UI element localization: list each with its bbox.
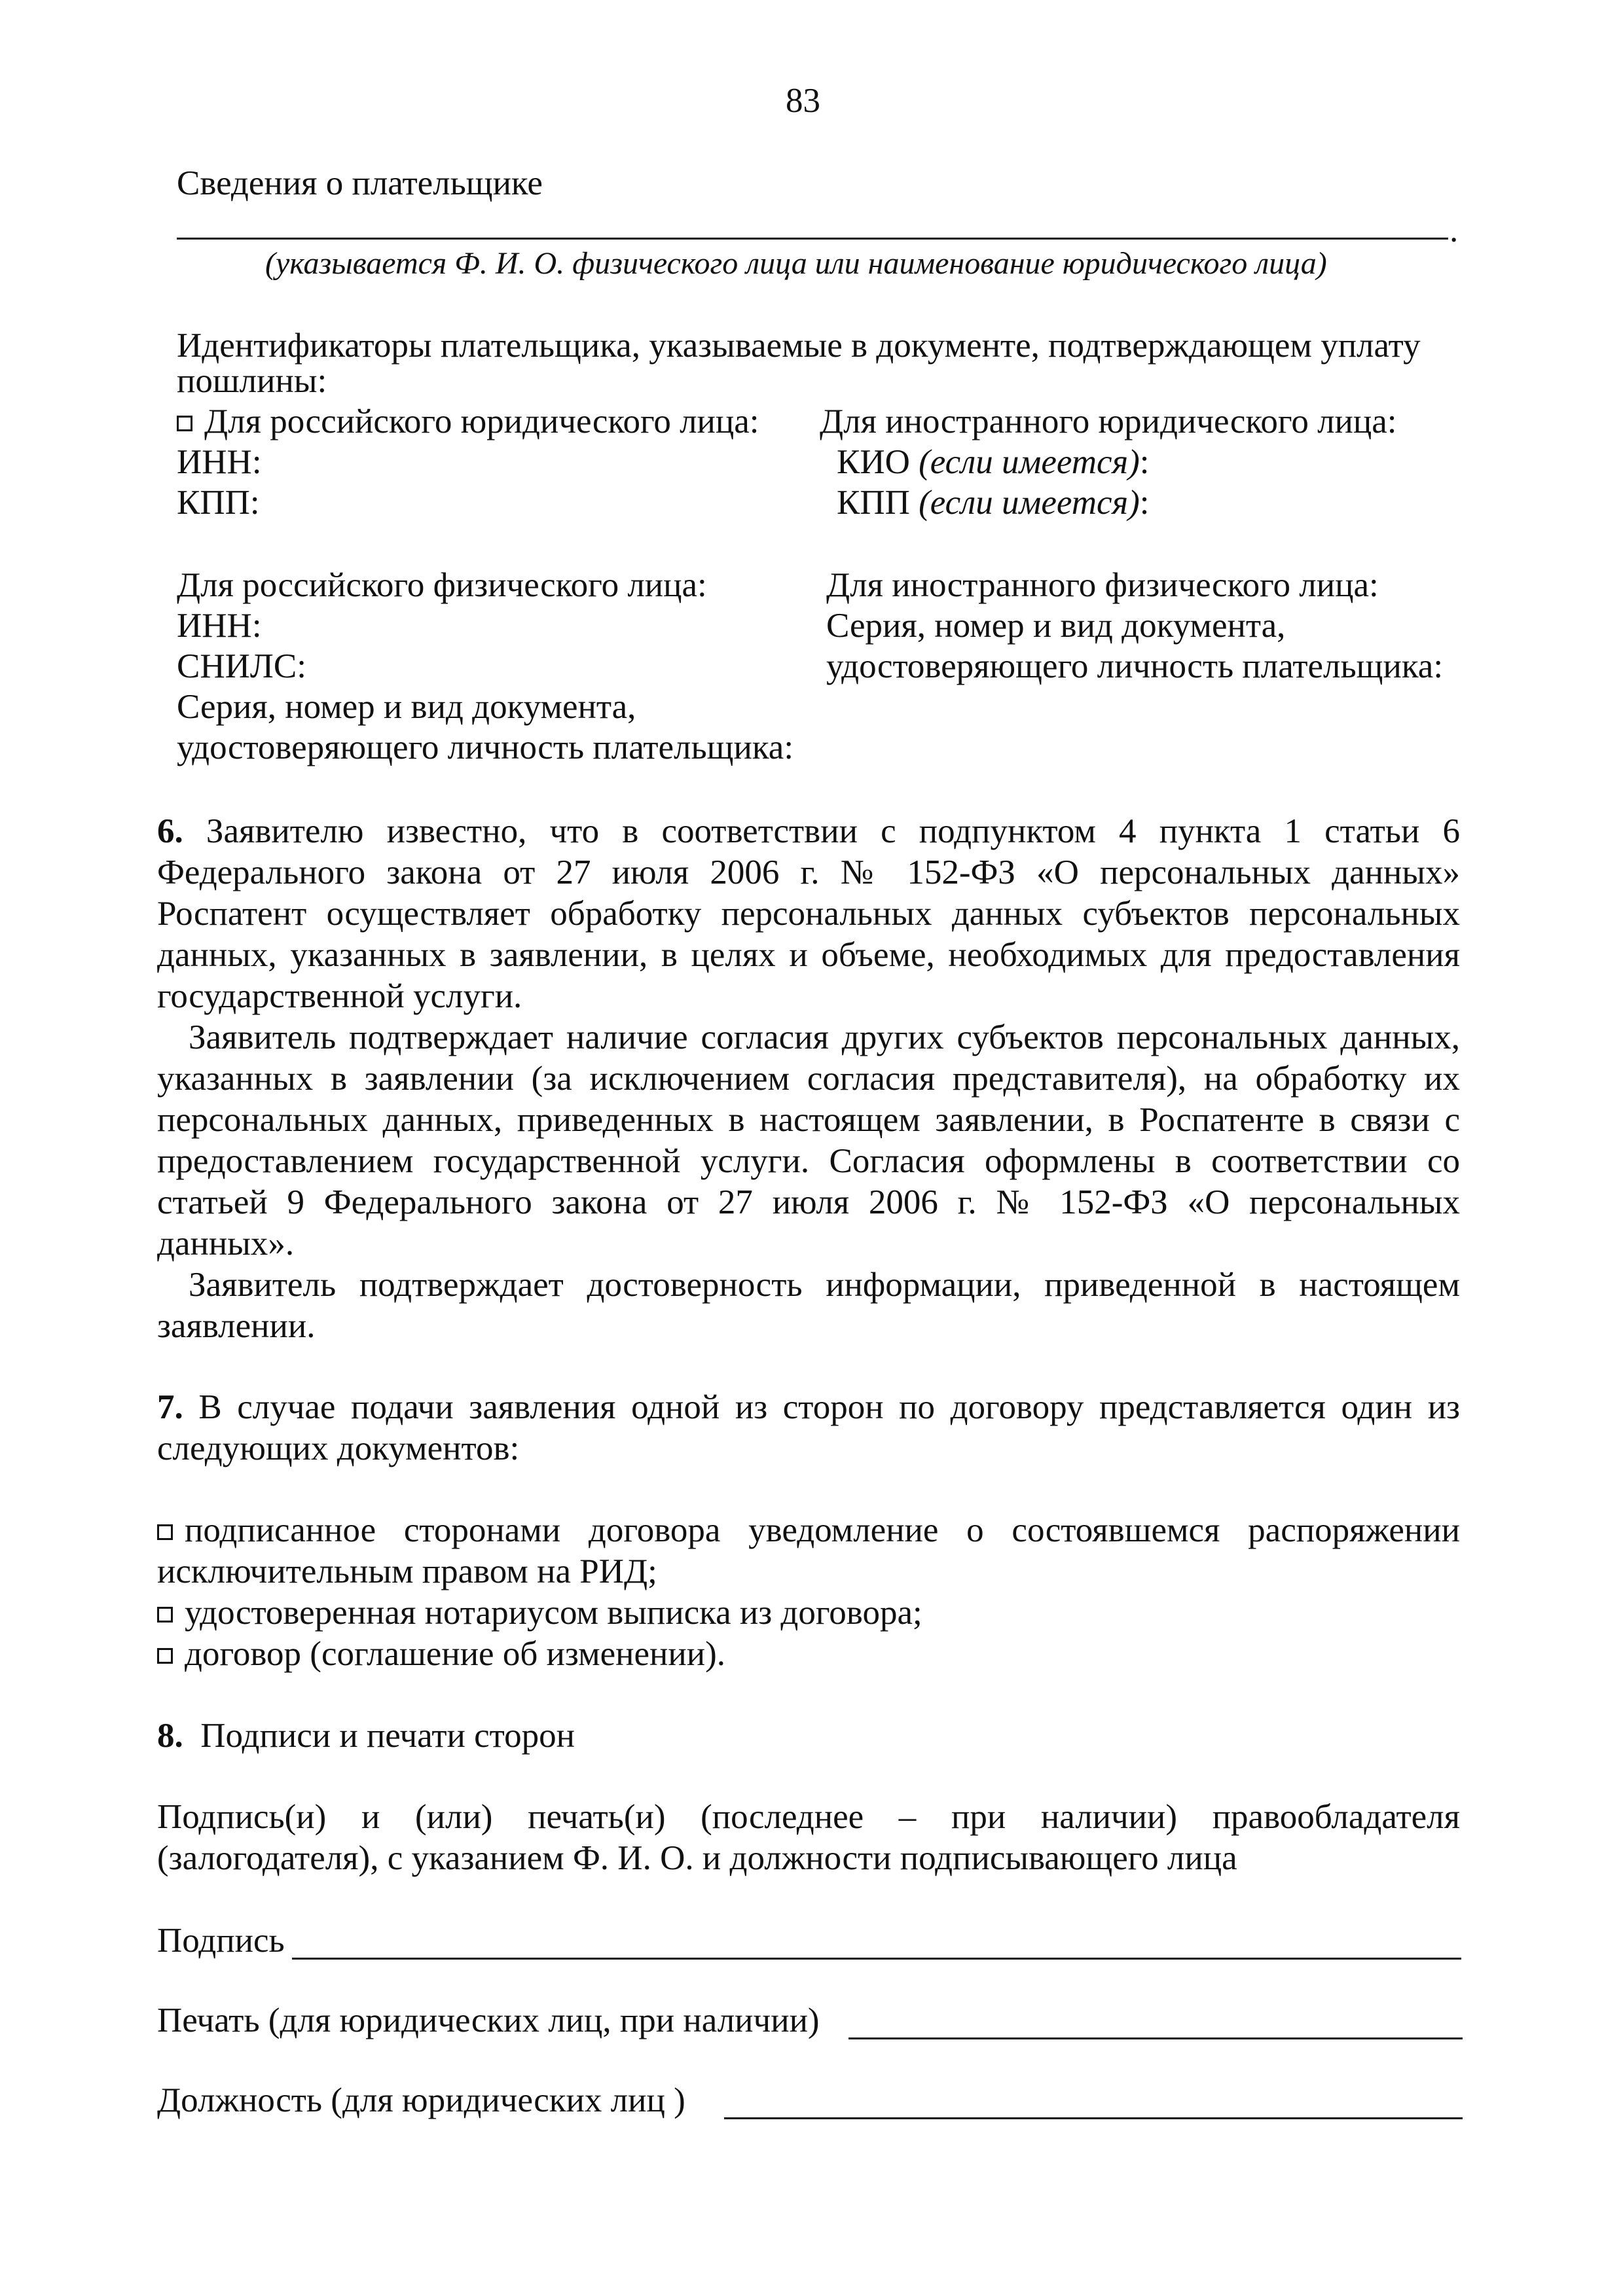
section7-option1-line2: исключительным правом на РИД; [157, 1552, 657, 1590]
ru-person-inn: ИНН: [177, 607, 262, 645]
section6-line2: Федерального закона от 27 июля 2006 г. № 152-ФЗ «О персональных данных» [157, 853, 1460, 891]
section6-p3-line1: Заявитель подтверждает достоверность информации, приведенной в настоящем [189, 1266, 1460, 1304]
section6-line3: Роспатент осуществляет обработку персональных данных субъектов персональных [157, 895, 1460, 933]
foreign-legal-kpp: КПП (если имеется): [837, 484, 1150, 522]
position-label: Должность (для юридических лиц ) [157, 2081, 685, 2119]
section6-p2-line3: персональных данных, приведенных в настоящем заявлении, в Роспатенте в связи с [157, 1101, 1460, 1139]
identifiers-intro-line1: Идентификаторы плательщика, указываемые в документе, подтверждающем уплату [177, 327, 1421, 365]
section7-option2: удостоверенная нотариусом выписка из договора; [157, 1592, 922, 1634]
signature-label: Подпись [157, 1922, 285, 1960]
section7-intro-line2: следующих документов: [157, 1429, 520, 1467]
section8-desc-line1: Подпись(и) и (или) печать(и) (последнее – при наличии) правообладателя [157, 1798, 1460, 1836]
section7-option1-line1: подписанное сторонами договора уведомление о состоявшемся распоряжении [157, 1509, 1460, 1551]
seal-label: Печать (для юридических лиц, при наличии) [157, 2001, 820, 2039]
section7-intro-line1: 7. В случае подачи заявления одной из сторон по договору представляется один из [157, 1388, 1460, 1426]
option3-checkbox[interactable] [157, 1648, 173, 1664]
signature-line[interactable] [292, 1958, 1461, 1960]
foreign-legal-title: Для иностранного юридического лица: [820, 403, 1397, 440]
section6-p2-line5: статьей 9 Федерального закона от 27 июля 2006 г. № 152-ФЗ «О персональных [157, 1183, 1460, 1221]
section6-p3-line2: заявлении. [157, 1307, 316, 1345]
ru-legal-checkbox[interactable] [177, 416, 192, 431]
ru-person-title: Для российского физического лица: [177, 566, 707, 604]
page-number: 83 [786, 82, 820, 120]
ru-legal-inn: ИНН: [177, 443, 262, 481]
section6-line4: данных, указанных в заявлении, в целях и объеме, необходимых для предоставления [157, 936, 1460, 974]
payer-name-line[interactable] [177, 238, 1448, 240]
ru-person-doc-line2: удостоверяющего личность плательщика: [177, 728, 794, 766]
foreign-person-title: Для иностранного физического лица: [826, 566, 1379, 604]
payer-heading: Сведения о плательщике [177, 164, 543, 202]
position-line[interactable] [724, 2117, 1463, 2119]
foreign-legal-kio: КИО (если имеется): [837, 443, 1150, 481]
section6-p2-line4: предоставлением государственной услуги. Согласия оформлены в соответствии со [157, 1142, 1460, 1180]
section7-option3: договор (соглашение об изменении). [157, 1633, 725, 1675]
payer-line-end: . [1450, 211, 1459, 249]
section6-p2-line6: данных». [157, 1225, 295, 1263]
section6-p2-line1: Заявитель подтверждает наличие согласия других субъектов персональных данных, [189, 1018, 1460, 1056]
section6-line5: государственной услуги. [157, 977, 522, 1015]
option2-checkbox[interactable] [157, 1607, 173, 1623]
ru-person-snils: СНИЛС: [177, 647, 306, 685]
ru-legal-kpp: КПП: [177, 484, 260, 522]
ru-person-doc-line1: Серия, номер и вид документа, [177, 688, 636, 726]
section8-desc-line2: (залогодателя), с указанием Ф. И. О. и должности подписывающего лица [157, 1839, 1237, 1877]
identifiers-intro-line2: пошлины: [177, 362, 327, 400]
section8-title: 8. Подписи и печати сторон [157, 1717, 575, 1755]
section6-line1: 6. Заявителю известно, что в соответствии с подпунктом 4 пункта 1 статьи 6 [157, 812, 1460, 850]
ru-legal-title: Для российского юридического лица: [177, 401, 759, 442]
section6-p2-line2: указанных в заявлении (за исключением согласия представителя), на обработку их [157, 1060, 1460, 1098]
payer-hint: (указывается Ф. И. О. физического лица или наименование юридического лица) [265, 246, 1327, 281]
seal-line[interactable] [848, 2037, 1463, 2039]
foreign-person-doc-line2: удостоверяющего личность плательщика: [826, 647, 1444, 685]
option1-checkbox[interactable] [157, 1524, 173, 1540]
foreign-person-doc-line1: Серия, номер и вид документа, [826, 607, 1286, 645]
